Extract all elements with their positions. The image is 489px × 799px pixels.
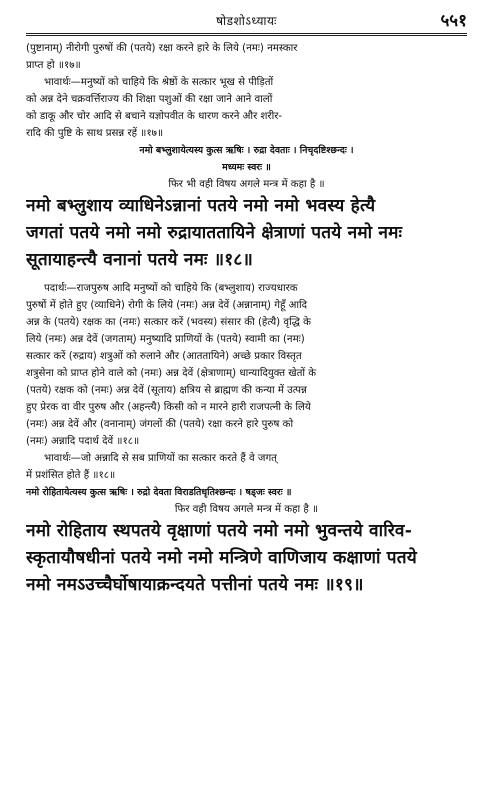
text-line: (पतये) रक्षक को (नमः) अन्न देवें (सूताय) क्षत्रिय से ब्राह्मण की कन्या में उत्पन्न xyxy=(26,385,307,396)
text-line: को डाकू और चोर आदि से बचाने यज्ञोपवीत के धारण करने और शरीर- xyxy=(26,111,283,122)
text-line: पुरुषों में होते हुए (व्याधिने) रोगी के लिये (नमः) अन्न देवें (अन्नानाम्) गेहूँ आदि xyxy=(26,300,308,311)
text-line: प्राप्त हो ॥१७॥ xyxy=(26,60,81,71)
mantra-line: स्कृतायौषधीनां पतये नमो नमो मन्त्रिणे वाणिजाय कक्षाणां पतये xyxy=(26,548,417,568)
svara-line: मध्यमः स्वरः ॥ xyxy=(222,162,271,173)
text-line: शत्रुसेना को प्राप्त होने वाले को (नमः) अन्न देवें (क्षेत्राणाम्) धान्यादियुक्त खेतों के xyxy=(26,368,317,379)
text-line: (नमः) अन्नादि पदार्थ देवें ॥१८॥ xyxy=(26,436,140,447)
page-header xyxy=(26,0,467,40)
rishi-devata-line: नमो रोहितायेत्यस्य कुत्स ऋषिः । रुद्रो देवता विराडतिधृतिश्छन्दः । षड्जः स्वरः ॥ xyxy=(26,487,292,498)
intro-line: फिर वही विषय अगले मन्त्र में कहा है ॥ xyxy=(174,504,319,515)
chapter-title: षोडशोऽध्यायः xyxy=(216,14,277,28)
text-line: को अन्न देने चक्रवर्त्तिराज्य की शिक्षा पशुओं की रक्षा जाने आने वालों xyxy=(26,94,273,105)
padartha-line: पदार्थः—राजपुरुष आदि मनुष्यों को चाहिये कि (बभ्लुशाय) राज्यधारक xyxy=(44,283,298,294)
text-line: सत्कार करें (रुद्राय) शत्रुओं को रुलाने और (आततायिने) अच्छे प्रकार विस्तृत xyxy=(26,351,302,362)
text-line: (नमः) अन्न देवें और (वनानाम्) जंगलों की (पतये) रक्षा करने हारे पुरुष को xyxy=(26,419,294,430)
rishi-devata-line: नमो बभ्लुशायेत्यस्य कुत्स ऋषिः । रुद्रा देवताः । निचृदष्टिश्छन्दः । xyxy=(139,145,354,156)
bhavartha-line: भावार्थः—मनुष्यों को चाहिये कि श्रेष्ठों के सत्कार भूख से पीड़ितों xyxy=(44,77,274,88)
page-number: ५५१ xyxy=(440,11,467,31)
page-body xyxy=(26,40,467,599)
intro-line: फिर भी वही विषय अगले मन्त्र में कहा है ॥ xyxy=(168,179,325,190)
bhavartha-line: भावार्थः—जो अन्नादि से सब प्राणियों का सत्कार करते हैं वे जगत् xyxy=(44,453,277,464)
mantra-line: सूतायाहन्त्यै वनानां पतये नमः ॥१८॥ xyxy=(26,250,254,270)
text-line: हुए प्रेरक वा वीर पुरुष और (अहन्त्यै) किसी को न मारने हारी राजपत्नी के लिये xyxy=(26,402,311,413)
text-line: में प्रशंसित होते हैं ॥१८॥ xyxy=(26,470,116,481)
mantra-line: नमो नमऽउच्चैर्घोषायाक्रन्दयते पत्तीनां पतये नमः ॥१९॥ xyxy=(26,575,364,595)
text-line: लिये (नमः) अन्न देवें (जगताम्) मनुष्यादि प्राणियों के (पतये) स्वामी का (नमः) xyxy=(26,334,305,345)
text-line: रादि की पुष्टि के साथ प्रसन्न रहें ॥१७॥ xyxy=(26,128,164,139)
header-rule xyxy=(26,33,467,36)
mantra-line: जगतां पतये नमो नमो रुद्रायाततायिने क्षेत्राणां पतये नमो नमः xyxy=(26,223,403,243)
text-line: (पुष्टानाम्) नीरोगी पुरुषों की (पतये) रक्षा करने हारे के लिये (नमः) नमस्कार xyxy=(26,43,298,54)
mantra-line: नमो रोहिताय स्थपतये वृक्षाणां पतये नमो नमो भुवन्तये वारिव- xyxy=(26,521,413,541)
mantra-line: नमो बभ्लुशाय व्याधिनेऽन्नानां पतये नमो नमो भवस्य हेत्यै xyxy=(26,196,376,216)
text-line: अन्न के (पतये) रक्षक का (नमः) सत्कार करें (भवस्य) संसार की (हेत्यै) वृद्धि के xyxy=(26,317,311,328)
